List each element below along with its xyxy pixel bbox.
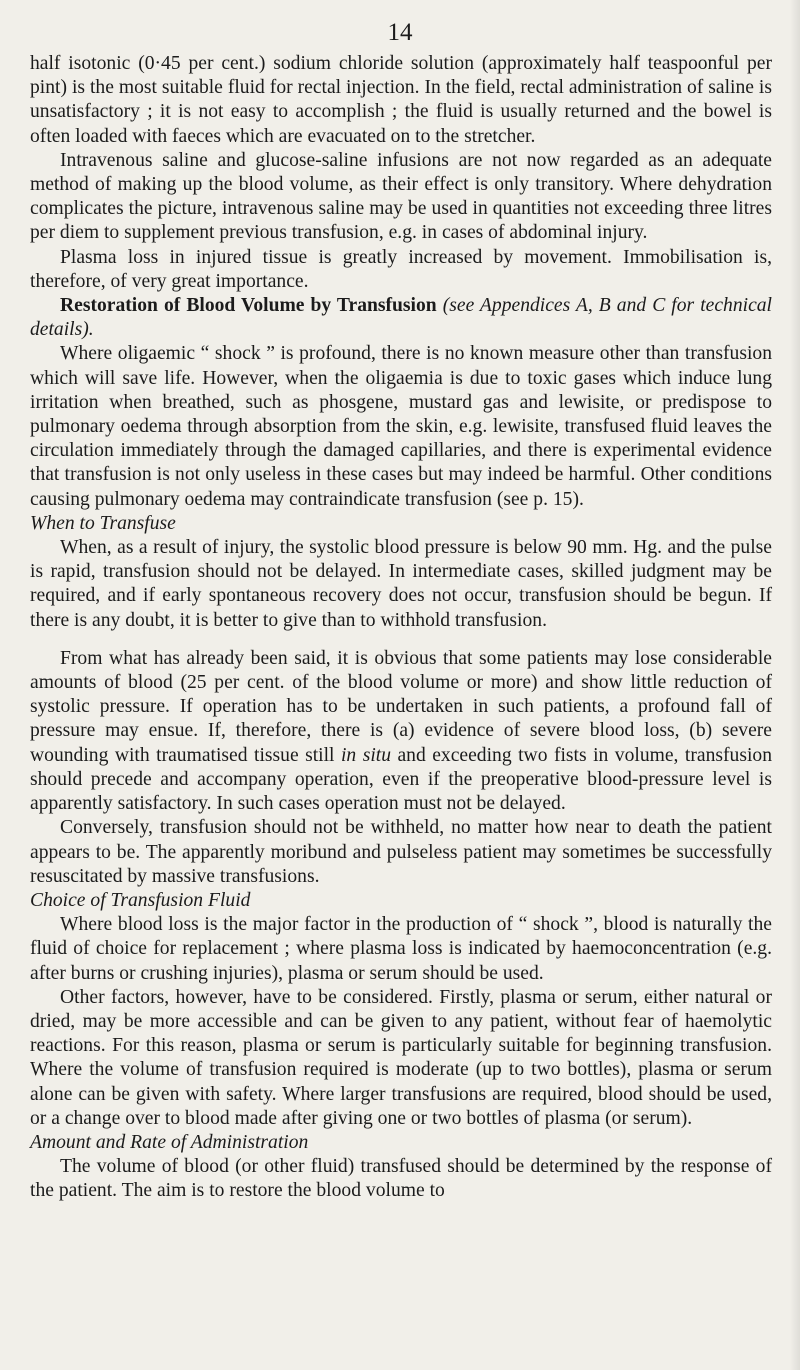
paragraph-rectal-injection: half isotonic (0·45 per cent.) sodium chloride solution (approximately half teaspoonful per pint) is the most suitable fluid for rectal injection. In the field, rectal administration of saline is unsatisfactory ; it is not easy to accomplish ; the fluid is usually returned and the bowel is often loaded with faeces which are evacuated on to the stretcher. <box>30 53 772 147</box>
paragraph-conversely: Conversely, transfusion should not be withheld, no matter how near to death the patient appears to be. The apparently moribund and pulseless patient may sometimes be successfully resuscitated by massive transfusions. <box>30 817 772 887</box>
paragraph-blood-loss-part-2: and exceeding two fists in volume, transfusion should precede and accompany operation, even if the preoperative blood-pressure level is apparently satisfactory. In such cases operation must not be delayed. <box>30 744 772 815</box>
paragraph-other-factors: Other factors, however, have to be considered. Firstly, plasma or serum, either natural or dried, may be more accessible and can be given to any patient, without fear of haemolytic reactions. For this reason, plasma or serum is particularly suitable for beginning transfusion. Where the volume of transfusion required is moderate (up to two bottles), plasma or serum alone can be given with safety. Where larger transfusions are required, blood should be used, or a change over to blood made after giving one or two bottles of plasma (or serum). <box>30 986 772 1129</box>
paragraph-when-to-transfuse: When, as a result of injury, the systolic blood pressure is below 90 mm. Hg. and the pulse is rapid, transfusion should not be delayed. In intermediate cases, skilled judgment may be required, and if early spontaneous recovery does not occur, transfusion should be begun. If there is any doubt, it is better to give than to withhold transfusion. <box>30 537 772 631</box>
page-number: 14 <box>387 19 413 46</box>
choice-of-fluid-heading: Choice of Transfusion Fluid <box>30 889 251 911</box>
when-to-transfuse-heading: When to Transfuse <box>30 512 176 534</box>
restoration-note: (see Appendices A, B and C for technical details). <box>30 295 773 341</box>
in-situ-text: in situ <box>340 744 391 766</box>
paragraph-volume-of-blood: The volume of blood (or other fluid) transfused should be determined by the response of the patient. The aim is to restore the blood volume to <box>30 1156 772 1202</box>
page-edge-shadow <box>790 0 800 1370</box>
amount-and-rate-heading: Amount and Rate of Administration <box>30 1131 309 1153</box>
paragraph-intravenous-saline: Intravenous saline and glucose-saline infusions are not now regarded as an adequate method of making up the blood volume, as their effect is only transitory. Where dehydration complicates the picture, intravenous saline may be used in quantities not exceeding three litres per diem to supplement previous transfusion, e.g. in cases of abdominal injury. <box>30 149 772 244</box>
paragraph-blood-loss-part-1: From what has already been said, it is obvious that some patients may lose considerable amounts of blood (25 per cent. of the blood volume or more) and show little reduction of systolic pressure. If operation has to be undertaken in such patients, a profound fall of pressure may ensue. If, therefore, there is (a) evidence of severe blood loss, (b) severe wounding with traumatised tissue still <box>30 647 772 766</box>
paragraph-plasma-loss: Plasma loss in injured tissue is greatly increased by movement. Immobilisation is, therefore, of very great importance. <box>30 246 772 292</box>
paragraph-oligaemic-shock: Where oligaemic “ shock ” is profound, there is no known measure other than transfusion which will save life. However, when the oligaemia is due to toxic gases which induce lung irritation when breathed, such as phosgene, mustard gas and lewisite, or predispose to pulmonary oedema through absorption from the skin, e.g. lewisite, transfused fluid leaves the circulation immediately through the damaged capillaries, and there is experimental evidence that transfusion is not only useless in these cases but may indeed be harmful. Other conditions causing pulmonary oedema may contraindicate transfusion (see p. 15). <box>30 343 772 510</box>
restoration-heading-line <box>30 294 772 342</box>
paragraph-fluid-of-choice: Where blood loss is the major factor in the production of “ shock ”, blood is naturally the fluid of choice for replacement ; where plasma loss is indicated by haemoconcentration (e.g. after burns or crushing injuries), plasma or serum should be used. <box>30 914 772 984</box>
body-text <box>30 52 772 1204</box>
paragraph-blood-loss <box>30 647 772 816</box>
restoration-heading: Restoration of Blood Volume by Transfusion <box>60 295 437 317</box>
